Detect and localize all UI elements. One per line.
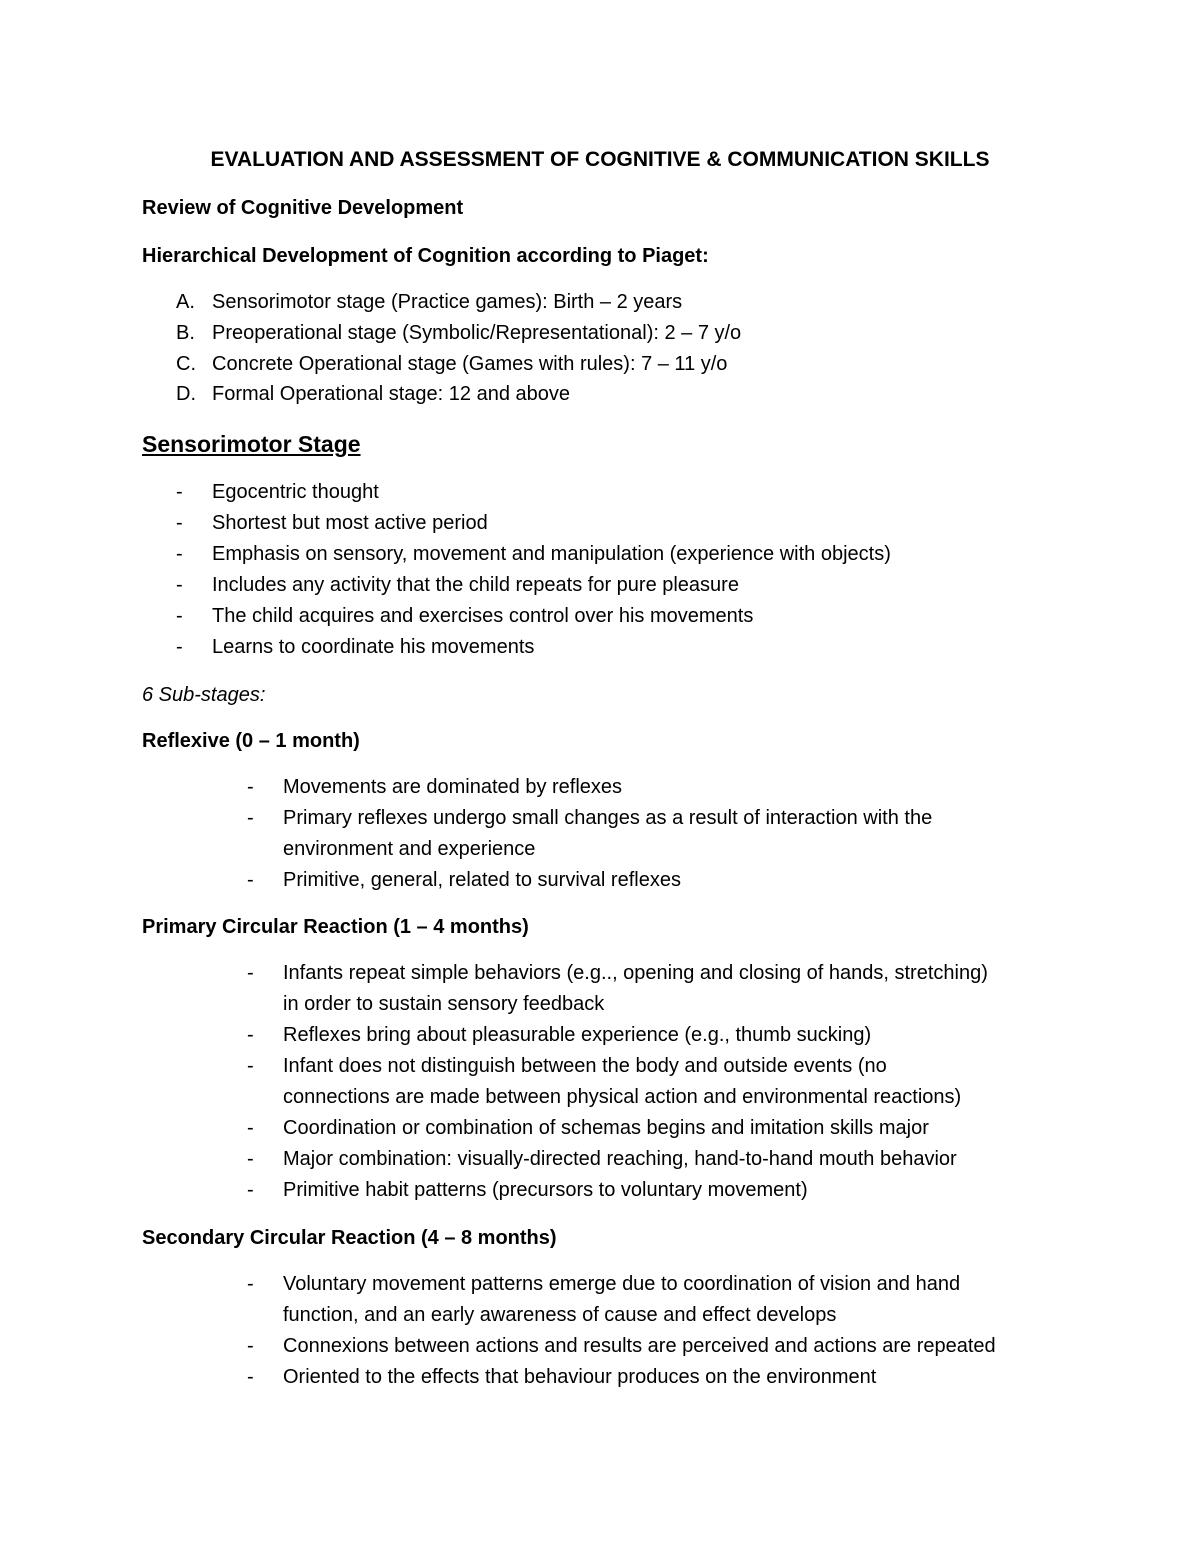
- list-item: Voluntary movement patterns emerge due to coordination of vision and hand: [283, 1273, 961, 1295]
- bullet-dash: -: [247, 1148, 254, 1170]
- stage-marker: D.: [176, 383, 196, 405]
- stage-marker: A.: [176, 291, 195, 313]
- bullet-dash: -: [247, 1273, 254, 1295]
- document-title: EVALUATION AND ASSESSMENT OF COGNITIVE & COMMUNICATION SKILLS: [210, 148, 990, 171]
- stage-item: Concrete Operational stage (Games with rules): 7 – 11 y/o: [212, 353, 728, 375]
- list-item: Primary reflexes undergo small changes as a result of interaction with the: [283, 807, 933, 829]
- list-item: Reflexes bring about pleasurable experience (e.g., thumb sucking): [283, 1024, 872, 1046]
- list-item-continuation: in order to sustain sensory feedback: [283, 993, 605, 1015]
- list-item: Movements are dominated by reflexes: [283, 776, 623, 798]
- list-item: Primitive habit patterns (precursors to voluntary movement): [283, 1179, 808, 1201]
- bullet-dash: -: [247, 869, 254, 891]
- bullet-dash: -: [247, 1179, 254, 1201]
- primary-heading: Primary Circular Reaction (1 – 4 months): [142, 916, 529, 938]
- bullet-dash: -: [247, 1335, 254, 1357]
- review-heading: Review of Cognitive Development: [142, 197, 464, 219]
- list-item: The child acquires and exercises control over his movements: [212, 605, 754, 627]
- secondary-heading: Secondary Circular Reaction (4 – 8 months): [142, 1227, 557, 1249]
- bullet-dash: -: [247, 776, 254, 798]
- bullet-dash: -: [176, 481, 183, 503]
- list-item: Infants repeat simple behaviors (e.g.., opening and closing of hands, stretching): [283, 962, 988, 984]
- bullet-dash: -: [176, 512, 183, 534]
- list-item: Learns to coordinate his movements: [212, 636, 535, 658]
- sensorimotor-heading: Sensorimotor Stage: [142, 431, 361, 457]
- stage-item: Preoperational stage (Symbolic/Representational): 2 – 7 y/o: [212, 322, 742, 344]
- list-item: Coordination or combination of schemas begins and imitation skills major: [283, 1117, 929, 1139]
- bullet-dash: -: [247, 962, 254, 984]
- bullet-dash: -: [247, 1366, 254, 1388]
- bullet-dash: -: [247, 807, 254, 829]
- bullet-dash: -: [176, 543, 183, 565]
- bullet-dash: -: [247, 1055, 254, 1077]
- list-item: Infant does not distinguish between the body and outside events (no: [283, 1055, 887, 1077]
- list-item: Shortest but most active period: [212, 512, 488, 534]
- list-item-continuation: environment and experience: [283, 838, 536, 860]
- bullet-dash: -: [176, 605, 183, 627]
- bullet-dash: -: [176, 636, 183, 658]
- stage-marker: C.: [176, 353, 196, 375]
- reflexive-heading: Reflexive (0 – 1 month): [142, 730, 360, 752]
- list-item: Emphasis on sensory, movement and manipulation (experience with objects): [212, 543, 891, 565]
- substages-label: 6 Sub-stages:: [142, 684, 266, 706]
- stage-item: Formal Operational stage: 12 and above: [212, 383, 570, 405]
- hierarchy-heading: Hierarchical Development of Cognition according to Piaget:: [142, 245, 709, 267]
- list-item: Major combination: visually-directed reaching, hand-to-hand mouth behavior: [283, 1148, 957, 1170]
- list-item-continuation: connections are made between physical action and environmental reactions): [283, 1086, 962, 1108]
- list-item: Includes any activity that the child repeats for pure pleasure: [212, 574, 739, 596]
- bullet-dash: -: [247, 1024, 254, 1046]
- bullet-dash: -: [176, 574, 183, 596]
- stage-item: Sensorimotor stage (Practice games): Birth – 2 years: [212, 291, 683, 313]
- bullet-dash: -: [247, 1117, 254, 1139]
- list-item: Connexions between actions and results are perceived and actions are repeated: [283, 1335, 996, 1357]
- list-item: Oriented to the effects that behaviour produces on the environment: [283, 1366, 877, 1388]
- list-item: Primitive, general, related to survival reflexes: [283, 869, 681, 891]
- stage-marker: B.: [176, 322, 195, 344]
- list-item-continuation: function, and an early awareness of cause and effect develops: [283, 1304, 837, 1326]
- list-item: Egocentric thought: [212, 481, 379, 503]
